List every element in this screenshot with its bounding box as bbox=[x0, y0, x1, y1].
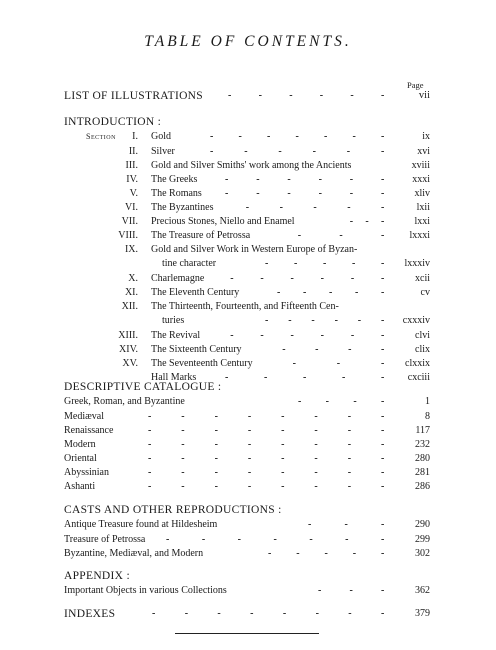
leader-dash: - bbox=[290, 330, 294, 341]
leader-dash: - bbox=[225, 372, 229, 383]
leader-dash: - bbox=[247, 411, 252, 422]
entry-title: Treasure of Petrossa bbox=[64, 534, 146, 545]
leader-dash: - bbox=[381, 425, 385, 436]
section-number: XIV. bbox=[119, 344, 138, 355]
toc-line bbox=[0, 145, 496, 159]
entry-title: The Thirteenth, Fourteenth, and Fifteenth Cen- bbox=[151, 301, 339, 312]
leader-dash: - bbox=[247, 481, 252, 492]
leader-dash: - bbox=[352, 131, 356, 142]
leader-dash: - bbox=[265, 258, 269, 269]
leader-dash: - bbox=[381, 90, 385, 101]
leader-dash: - bbox=[282, 344, 286, 355]
toc-line bbox=[0, 424, 496, 438]
leader-dash: - bbox=[181, 411, 185, 422]
leader-dash: - bbox=[288, 315, 292, 326]
page-number: lxxxi bbox=[409, 230, 430, 241]
toc-line bbox=[0, 272, 496, 286]
toc-line bbox=[0, 480, 496, 494]
leader-dash: - bbox=[281, 467, 285, 478]
page-number: clxxix bbox=[405, 358, 430, 369]
leader-dash: - bbox=[349, 188, 354, 199]
page-number: 290 bbox=[415, 519, 430, 530]
leader-dash: - bbox=[247, 453, 252, 464]
toc-line bbox=[0, 466, 496, 480]
leader-dash: - bbox=[214, 425, 218, 436]
toc-line bbox=[0, 115, 496, 129]
leader-dash: - bbox=[295, 131, 299, 142]
page-number: 362 bbox=[415, 585, 430, 596]
leader-dash: - bbox=[237, 534, 241, 545]
leader-dash: - bbox=[347, 411, 352, 422]
section-number: XII. bbox=[121, 301, 138, 312]
section-heading: LIST OF ILLUSTRATIONS bbox=[64, 90, 203, 102]
leader-dash: - bbox=[314, 411, 318, 422]
entry-title: Abyssinian bbox=[64, 467, 109, 478]
leader-dash: - bbox=[308, 519, 312, 530]
leader-dash: - bbox=[381, 174, 385, 185]
leader-dash: - bbox=[247, 467, 252, 478]
section-number: II. bbox=[128, 146, 138, 157]
leader-dash: - bbox=[345, 534, 349, 545]
leader-dash: - bbox=[349, 174, 354, 185]
leader-dash: - bbox=[245, 202, 250, 213]
leader-dash: - bbox=[348, 608, 352, 619]
leader-dash: - bbox=[181, 453, 185, 464]
leader-dash: - bbox=[381, 202, 385, 213]
leader-dash: - bbox=[281, 453, 285, 464]
page-number: cv bbox=[420, 287, 430, 298]
leader-dash: - bbox=[228, 90, 232, 101]
entry-title: Precious Stones, Niello and Enamel bbox=[151, 216, 295, 227]
leader-dash: - bbox=[381, 258, 385, 269]
leader-dash: - bbox=[342, 372, 346, 383]
leader-dash: - bbox=[214, 439, 218, 450]
page-number: clvi bbox=[415, 330, 430, 341]
leader-dash: - bbox=[292, 358, 296, 369]
page-number: xliv bbox=[414, 188, 430, 199]
leader-dash: - bbox=[365, 216, 369, 227]
section-number: XIII. bbox=[118, 330, 138, 341]
page-number: lxxxiv bbox=[404, 258, 430, 269]
toc-line bbox=[0, 173, 496, 187]
leader-dash: - bbox=[278, 146, 282, 157]
leader-dash: - bbox=[381, 273, 385, 284]
leader-dash: - bbox=[381, 372, 385, 383]
leader-dash: - bbox=[314, 467, 318, 478]
section-number: V. bbox=[129, 188, 138, 199]
leader-dash: - bbox=[303, 372, 307, 383]
toc-line bbox=[0, 130, 496, 144]
leader-dash: - bbox=[381, 608, 385, 619]
leader-dash: - bbox=[329, 287, 333, 298]
leader-dash: - bbox=[214, 453, 218, 464]
entry-title: Antique Treasure found at Hildesheim bbox=[64, 519, 218, 530]
toc-line bbox=[0, 329, 496, 343]
leader-dash: - bbox=[347, 467, 352, 478]
toc-line bbox=[0, 229, 496, 243]
toc-line bbox=[0, 452, 496, 466]
toc-line bbox=[0, 518, 496, 532]
toc-line bbox=[0, 547, 496, 561]
leader-dash: - bbox=[339, 230, 343, 241]
leader-dash: - bbox=[314, 439, 318, 450]
page-number: clix bbox=[415, 344, 430, 355]
leader-dash: - bbox=[201, 534, 206, 545]
entry-title: Gold bbox=[151, 131, 171, 142]
leader-dash: - bbox=[318, 585, 322, 596]
leader-dash: - bbox=[184, 608, 189, 619]
leader-dash: - bbox=[282, 608, 287, 619]
entry-title: Modern bbox=[64, 439, 96, 450]
leader-dash: - bbox=[349, 585, 353, 596]
toc-line bbox=[0, 584, 496, 598]
section-label: Section bbox=[86, 132, 116, 141]
leader-dash: - bbox=[181, 425, 185, 436]
page-number: 281 bbox=[415, 467, 430, 478]
leader-dash: - bbox=[281, 425, 285, 436]
bottom-rule bbox=[175, 633, 319, 634]
leader-dash: - bbox=[320, 330, 325, 341]
leader-dash: - bbox=[230, 273, 234, 284]
leader-dash: - bbox=[277, 287, 281, 298]
leader-dash: - bbox=[247, 439, 252, 450]
leader-dash: - bbox=[352, 548, 357, 559]
leader-dash: - bbox=[297, 230, 302, 241]
leader-dash: - bbox=[347, 453, 352, 464]
leader-dash: - bbox=[148, 439, 152, 450]
leader-dash: - bbox=[152, 608, 156, 619]
entry-title: The Byzantines bbox=[151, 202, 214, 213]
toc-line bbox=[0, 300, 496, 314]
toc-line bbox=[0, 343, 496, 357]
entry-title: The Seventeenth Century bbox=[151, 358, 253, 369]
page-number: 8 bbox=[425, 411, 430, 422]
leader-dash: - bbox=[318, 188, 322, 199]
leader-dash: - bbox=[347, 481, 352, 492]
leader-dash: - bbox=[381, 230, 385, 241]
leader-dash: - bbox=[315, 608, 319, 619]
page-number: cxciii bbox=[407, 372, 430, 383]
page-number: xcii bbox=[415, 273, 430, 284]
leader-dash: - bbox=[230, 330, 234, 341]
section-heading: INDEXES bbox=[64, 608, 116, 620]
section-number: XI. bbox=[124, 287, 138, 298]
entry-title: Ashanti bbox=[64, 481, 96, 492]
leader-dash: - bbox=[314, 425, 318, 436]
leader-dash: - bbox=[381, 411, 385, 422]
page-number: xviii bbox=[411, 160, 430, 171]
leader-dash: - bbox=[225, 174, 229, 185]
entry-title: Gold and Silver Work in Western Europe of Byzan- bbox=[151, 244, 358, 255]
page-number: 232 bbox=[415, 439, 430, 450]
leader-dash: - bbox=[210, 131, 214, 142]
leader-dash: - bbox=[148, 453, 152, 464]
entry-title: Oriental bbox=[64, 453, 97, 464]
leader-dash: - bbox=[289, 90, 293, 101]
leader-dash: - bbox=[281, 411, 285, 422]
page-number: 302 bbox=[415, 548, 430, 559]
toc-line bbox=[0, 438, 496, 452]
page-number: lxii bbox=[416, 202, 430, 213]
leader-dash: - bbox=[381, 146, 385, 157]
leader-dash: - bbox=[244, 146, 248, 157]
leader-dash: - bbox=[336, 358, 341, 369]
section-number: VI. bbox=[124, 202, 138, 213]
section-heading: DESCRIPTIVE CATALOGUE : bbox=[64, 381, 222, 393]
leader-dash: - bbox=[210, 146, 214, 157]
leader-dash: - bbox=[323, 258, 327, 269]
page-number: ix bbox=[422, 131, 430, 142]
leader-dash: - bbox=[352, 258, 356, 269]
page-number: xvi bbox=[417, 146, 430, 157]
entry-title: Hall Marks bbox=[151, 372, 197, 383]
entry-title: The Eleventh Century bbox=[151, 287, 240, 298]
leader-dash: - bbox=[320, 273, 325, 284]
leader-dash: - bbox=[148, 411, 152, 422]
leader-dash: - bbox=[347, 425, 352, 436]
leader-dash: - bbox=[347, 439, 352, 450]
leader-dash: - bbox=[214, 481, 218, 492]
leader-dash: - bbox=[381, 216, 385, 227]
leader-dash: - bbox=[217, 608, 221, 619]
leader-dash: - bbox=[268, 548, 272, 559]
leader-dash: - bbox=[181, 481, 185, 492]
leader-dash: - bbox=[148, 467, 152, 478]
entry-title-cont: turies bbox=[162, 315, 185, 326]
leader-dash: - bbox=[267, 131, 271, 142]
page-column-header: Page bbox=[407, 80, 424, 90]
leader-dash: - bbox=[381, 467, 385, 478]
leader-dash: - bbox=[381, 344, 385, 355]
leader-dash: - bbox=[381, 188, 385, 199]
page-number: 1 bbox=[425, 396, 430, 407]
leader-dash: - bbox=[294, 258, 298, 269]
leader-dash: - bbox=[181, 467, 185, 478]
toc-line bbox=[0, 89, 496, 103]
leader-dash: - bbox=[381, 330, 385, 341]
leader-dash: - bbox=[256, 188, 260, 199]
leader-dash: - bbox=[148, 425, 152, 436]
leader-dash: - bbox=[318, 174, 322, 185]
page-number: 117 bbox=[415, 425, 430, 436]
section-number: III. bbox=[125, 160, 138, 171]
leader-dash: - bbox=[314, 481, 318, 492]
leader-dash: - bbox=[381, 358, 385, 369]
section-number: XV. bbox=[122, 358, 138, 369]
leader-dash: - bbox=[260, 273, 264, 284]
leader-dash: - bbox=[315, 344, 319, 355]
toc-line bbox=[0, 201, 496, 215]
leader-dash: - bbox=[247, 425, 252, 436]
section-heading: APPENDIX : bbox=[64, 570, 130, 582]
leader-dash: - bbox=[214, 467, 218, 478]
leader-dash: - bbox=[166, 534, 170, 545]
leader-dash: - bbox=[381, 548, 385, 559]
leader-dash: - bbox=[346, 146, 351, 157]
leader-dash: - bbox=[281, 439, 285, 450]
leader-dash: - bbox=[381, 287, 385, 298]
page-number: 379 bbox=[415, 608, 430, 619]
page-number: 299 bbox=[415, 534, 430, 545]
leader-dash: - bbox=[214, 411, 218, 422]
entry-title-cont: tine character bbox=[162, 258, 217, 269]
leader-dash: - bbox=[279, 202, 283, 213]
leader-dash: - bbox=[381, 481, 385, 492]
leader-dash: - bbox=[350, 90, 354, 101]
leader-dash: - bbox=[381, 585, 385, 596]
leader-dash: - bbox=[303, 287, 307, 298]
leader-dash: - bbox=[334, 315, 338, 326]
toc-line bbox=[0, 503, 496, 517]
section-number: IX. bbox=[124, 244, 138, 255]
entry-title: The Revival bbox=[151, 330, 201, 341]
page-number: xxxi bbox=[412, 174, 430, 185]
leader-dash: - bbox=[181, 439, 185, 450]
toc-line bbox=[0, 395, 496, 409]
leader-dash: - bbox=[353, 396, 357, 407]
leader-dash: - bbox=[313, 202, 317, 213]
section-number: IV. bbox=[126, 174, 138, 185]
page-number: 280 bbox=[415, 453, 430, 464]
leader-dash: - bbox=[298, 396, 302, 407]
leader-dash: - bbox=[324, 131, 328, 142]
leader-dash: - bbox=[350, 330, 355, 341]
entry-title: The Greeks bbox=[151, 174, 198, 185]
toc-line bbox=[0, 187, 496, 201]
leader-dash: - bbox=[357, 315, 362, 326]
entry-title: The Treasure of Petrossa bbox=[151, 230, 251, 241]
entry-title: Renaissance bbox=[64, 425, 114, 436]
entry-title: Mediæval bbox=[64, 411, 104, 422]
leader-dash: - bbox=[344, 519, 348, 530]
leader-dash: - bbox=[311, 315, 315, 326]
leader-dash: - bbox=[258, 90, 262, 101]
leader-dash: - bbox=[381, 453, 385, 464]
page-number: lxxi bbox=[414, 216, 430, 227]
section-number: X. bbox=[128, 273, 138, 284]
leader-dash: - bbox=[265, 315, 269, 326]
leader-dash: - bbox=[309, 534, 313, 545]
leader-dash: - bbox=[381, 439, 385, 450]
entry-title: Silver bbox=[151, 146, 175, 157]
entry-title: Byzantine, Mediæval, and Modern bbox=[64, 548, 204, 559]
section-number: VII. bbox=[121, 216, 138, 227]
entry-title: Gold and Silver Smiths' work among the Ancients bbox=[151, 160, 352, 171]
leader-dash: - bbox=[347, 202, 351, 213]
toc-line bbox=[0, 215, 496, 229]
toc-line bbox=[0, 243, 496, 257]
toc-line bbox=[0, 314, 496, 328]
section-heading: CASTS AND OTHER REPRODUCTIONS : bbox=[64, 504, 282, 516]
toc-line bbox=[0, 533, 496, 547]
leader-dash: - bbox=[256, 174, 260, 185]
leader-dash: - bbox=[225, 188, 229, 199]
page-number: cxxxiv bbox=[402, 315, 430, 326]
entry-title: Greek, Roman, and Byzantine bbox=[64, 396, 185, 407]
page-number: vii bbox=[418, 90, 430, 101]
leader-dash: - bbox=[319, 90, 324, 101]
page-title: TABLE OF CONTENTS. bbox=[144, 33, 352, 50]
leader-dash: - bbox=[260, 330, 264, 341]
leader-dash: - bbox=[324, 548, 328, 559]
leader-dash: - bbox=[250, 608, 254, 619]
entry-title: Charlemagne bbox=[151, 273, 205, 284]
leader-dash: - bbox=[238, 131, 242, 142]
section-number: I. bbox=[132, 131, 138, 142]
leader-dash: - bbox=[314, 453, 318, 464]
leader-dash: - bbox=[264, 372, 268, 383]
leader-dash: - bbox=[349, 216, 354, 227]
page-number: 286 bbox=[415, 481, 430, 492]
toc-line bbox=[0, 159, 496, 173]
section-heading: INTRODUCTION : bbox=[64, 116, 162, 128]
leader-dash: - bbox=[290, 273, 294, 284]
leader-dash: - bbox=[148, 481, 152, 492]
leader-dash: - bbox=[381, 519, 385, 530]
toc-line bbox=[0, 257, 496, 271]
leader-dash: - bbox=[287, 174, 291, 185]
leader-dash: - bbox=[281, 481, 285, 492]
toc-line bbox=[0, 380, 496, 394]
toc-line bbox=[0, 607, 496, 621]
toc-line bbox=[0, 410, 496, 424]
leader-dash: - bbox=[325, 396, 329, 407]
leader-dash: - bbox=[381, 131, 385, 142]
leader-dash: - bbox=[350, 273, 355, 284]
leader-dash: - bbox=[273, 534, 277, 545]
leader-dash: - bbox=[296, 548, 300, 559]
leader-dash: - bbox=[287, 188, 291, 199]
toc-line bbox=[0, 569, 496, 583]
toc-line bbox=[0, 286, 496, 300]
leader-dash: - bbox=[312, 146, 316, 157]
entry-title: Important Objects in various Collections bbox=[64, 585, 227, 596]
leader-dash: - bbox=[348, 344, 352, 355]
leader-dash: - bbox=[381, 534, 385, 545]
entry-title: The Romans bbox=[151, 188, 202, 199]
toc-line bbox=[0, 357, 496, 371]
section-number: VIII. bbox=[118, 230, 138, 241]
leader-dash: - bbox=[381, 315, 385, 326]
leader-dash: - bbox=[381, 396, 385, 407]
leader-dash: - bbox=[355, 287, 359, 298]
entry-title: The Sixteenth Century bbox=[151, 344, 242, 355]
